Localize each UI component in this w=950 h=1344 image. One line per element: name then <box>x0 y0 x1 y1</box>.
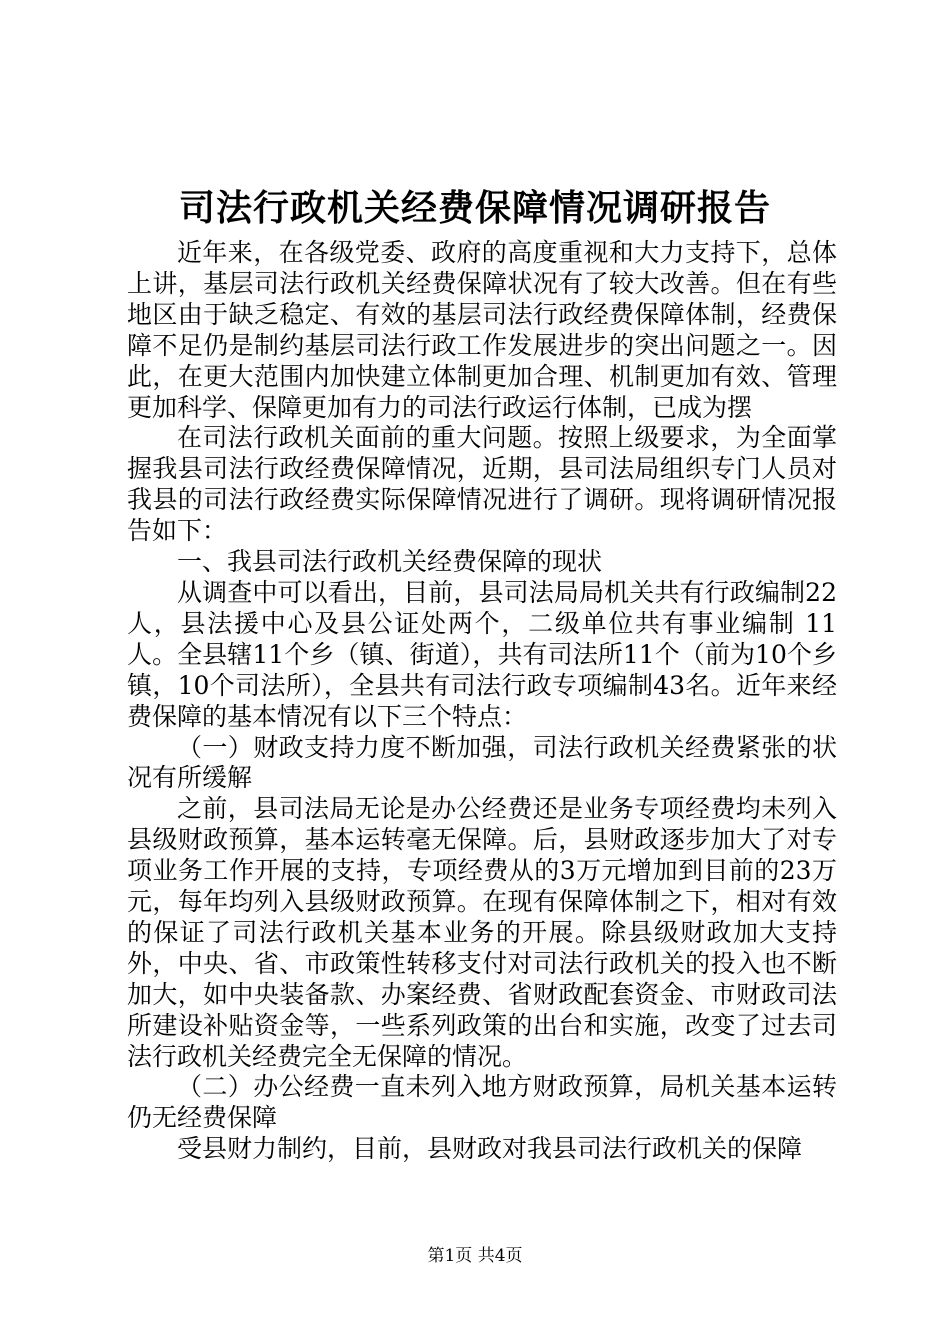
subsection-heading: （一）财政支持力度不断加强，司法行政机关经费紧张的状况有所缓解 <box>127 732 837 793</box>
document-body <box>127 238 837 1165</box>
paragraph: 在司法行政机关面前的重大问题。按照上级要求，为全面掌握我县司法行政经费保障情况，近期，县司法局组织专门人员对我县的司法行政经费实际保障情况进行了调研。现将调研情况报告如下： <box>127 423 837 546</box>
paragraph: 从调查中可以看出，目前，县司法局局机关共有行政编制22人，县法援中心及县公证处两个，二级单位共有事业编制 11人。全县辖11个乡（镇、街道），共有司法所11个（前为10个乡镇，10个司法所），全县共有司法行政专项编制43名。近年来经费保障的基本情况有以下三个特点： <box>127 577 837 731</box>
page-number-footer: 第1页 共4页 <box>427 1246 523 1266</box>
paragraph: 受县财力制约，目前，县财政对我县司法行政机关的保障 <box>177 1134 803 1164</box>
document-title: 司法行政机关经费保障情况调研报告 <box>178 187 771 229</box>
paragraph: 之前，县司法局无论是办公经费还是业务专项经费均未列入县级财政预算，基本运转毫无保障。后，县财政逐步加大了对专项业务工作开展的支持，专项经费从的3万元增加到目前的23万元，每年均列入县级财政预算。在现有保障体制之下，相对有效的保证了司法行政机关基本业务的开展。除县级财政加大支持外，中央、省、市政策性转移支付对司法行政机关的投入也不断加大，如中央装备款、办案经费、省财政配套资金、市财政司法所建设补贴资金等，一些系列政策的出台和实施，改变了过去司法行政机关经费完全无保障的情况。 <box>127 794 837 1071</box>
paragraph: 近年来，在各级党委、政府的高度重视和大力支持下，总体上讲，基层司法行政机关经费保障状况有了较大改善。但在有些地区由于缺乏稳定、有效的基层司法行政经费保障体制，经费保障不足仍是制约基层司法行政工作发展进步的突出问题之一。因此，在更大范围内加快建立体制更加合理、机制更加有效、管理更加科学、保障更加有力的司法行政运行体制，已成为摆 <box>127 238 837 422</box>
subsection-heading: （二）办公经费一直未列入地方财政预算，局机关基本运转仍无经费保障 <box>127 1072 837 1133</box>
section-heading: 一、我县司法行政机关经费保障的现状 <box>177 547 603 577</box>
